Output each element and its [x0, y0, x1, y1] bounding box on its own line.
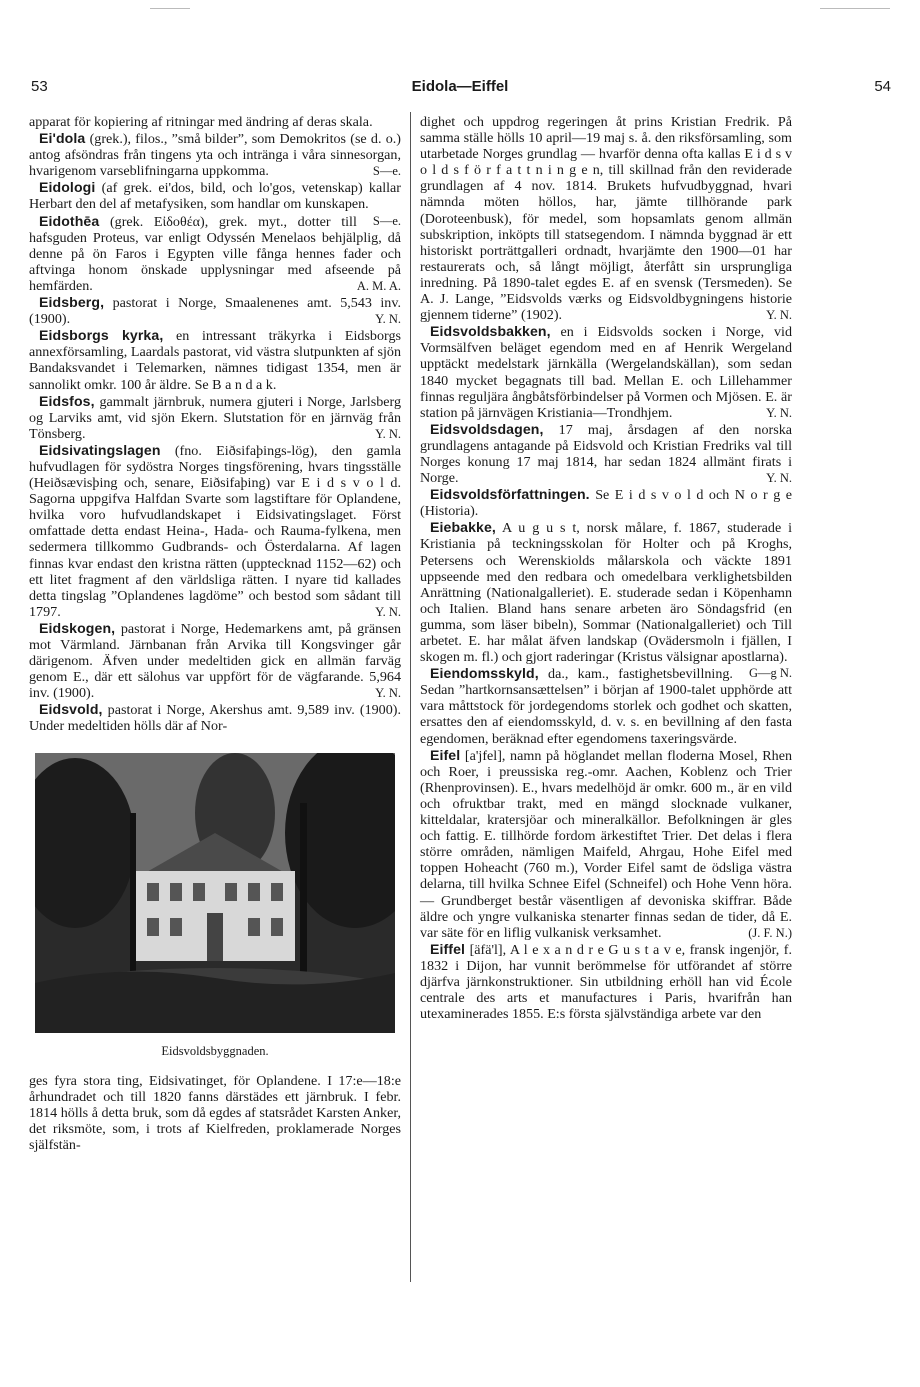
entry-text: (af grek. ei'dos, bild, och lo'gos, vetenskap) kallar Herbart den del af metafysiken, som handlar om kunskapen. — [29, 180, 401, 213]
eidsvold-continued: ges fyra stora ting, Eidsivatinget, för Oplandene. I 17:e—18:e århundradet och till 1820 fanns därstädes ett järnbruk. I febr. 1814 hölls å detta bruk, som då egdes af statsrådet Karsten Anker, det riksmöte, som, i trots af Kielfreden, proklamerade Norges själfstän- — [29, 1072, 401, 1154]
author-signature: S—e. — [372, 164, 401, 179]
headword: Eiebakke, — [430, 519, 496, 536]
entry-text: da., kam., fastighetsbevillning. Sedan ”hartkornsansættelsen” i början af 1900-talet upphörde att vara måttstock för jordegendoms storlek och godhet och skatten, ersattes den af eiendomsskyld, d. v. s. en bevillning af den fasta egendomen, beräknad efter egendomens taxeringsvärde. — [420, 666, 792, 747]
author-signature: Y. N. — [375, 686, 401, 701]
entry-text: 17 maj, årsdagen af den norska grundlagens antagande på Eidsvold och Kristian Fredriks val till Norges konung 17 maj 1814, har sedan 1824 allmänt firats i Norge. — [420, 421, 792, 487]
entry-eidsfos — [29, 393, 401, 442]
entry-text: en i Eidsvolds socken i Norge, vid Vormsälfven beläget egendom med en af Henrik Wergeland upptäckt medelstark järnkälla (Wergelandskällan), som sedan 1840 mycket begagnats till bad. Mellan E. och Lillehammer finnas reguljära ångbåtsförbindelser på Vormen och Mjösen. E. är station på järnvägen Kristiania—Trondhjem. — [420, 324, 792, 421]
entry-text: gammalt järnbruk, numera gjuteri i Norge, Jarlsberg og Larviks amt, vid sjön Ekern. Slutstation för en järnväg från Tönsberg. — [29, 393, 401, 442]
entry-text: Se E i d s v o l d och N o r g e (Historia). — [420, 487, 793, 520]
headword: Eidskogen, — [39, 619, 116, 636]
continuation-text: apparat för kopiering af ritningar med ändring af deras skala. — [29, 114, 373, 130]
page-number-right: 54 — [874, 78, 891, 95]
entry-text: A u g u s t, norsk målare, f. 1867, studerade i Kristiania på teckningsskolan för Holter och på Kroghs, Petersens och Werenskiolds målarskola och väckte 1891 uppseende med den redbara och omedelbara verklighetsbilden Anrättning (Nationalgalleriet). E. studerade sedan i Köpenhamn och Italien. Bland hans senare arbeten äro Söndagsfrid (en gumma, som läser bibeln), Sommar (Nationalgalleriet) och Till arbetet. E. har målat äfven landskap (Ovädersmoln i fjällen, I skogen m. fl.) och gjort raderingar (Kristus välsignar apostlarna). — [420, 520, 793, 666]
scan-mark — [820, 8, 890, 9]
entry-eidsvoldsbakken — [420, 323, 792, 421]
entry-text: pastorat i Norge, Smaalenenes amt. 5,543 inv. (1900). — [29, 295, 402, 328]
entry-eidothea — [29, 213, 401, 294]
headword: Eidsvoldsdagen, — [430, 420, 544, 437]
author-signature: (J. F. N.) — [748, 925, 792, 940]
entry-text: pastorat i Norge, Akershus amt. 9,589 inv. (1900). Under medeltiden hölls där af Nor- — [29, 702, 401, 735]
entry-eidskogen — [29, 620, 401, 701]
headword: Eidsfos, — [39, 392, 95, 409]
entry-eidsberg — [29, 294, 401, 327]
figure-caption: Eidsvoldsbyggnaden. — [161, 1043, 269, 1058]
page-header — [0, 78, 920, 102]
entry-eidsborgs-kyrka — [29, 327, 401, 392]
entry-text: [äfä'l], A l e x a n d r e G u s t a v e, fransk ingenjör, f. 1832 i Dijon, har vunnit berömmelse för utförandet af större djärfva järnkonstruktioner. Sin utbildning erhöll han vid École centrale des arts et manufactures i Paris, hvarifrån han utexaminerades 1855. E:s första självständiga arbete var den — [420, 941, 792, 1023]
author-signature: Y. N. — [375, 426, 401, 441]
entry-text: (grek.), filos., ”små bilder”, som Demokritos (se d. o.) antog afsöndras från tingens yta och intränga i våra sinnesorgan, hvarigenom varseblifningarna uppkomma. — [29, 131, 402, 180]
entry-eidsivatingslagen — [29, 442, 401, 620]
headword: Eidothēa — [39, 212, 100, 229]
author-signature: Y. N. — [766, 471, 792, 486]
entry-text: (grek. Εἰδοθέα), grek. myt., dotter till hafsguden Proteus, var enligt Odyssén Menelaos behjälplig, då denne på ön Faros i Egypten ville fånga hennes fader och aftvinga honom önskade upplysningar med afseende på hemfärden. — [29, 213, 401, 294]
entry-text: pastorat i Norge, Hedemarkens amt, på gränsen mot Värmland. Järnbanan från Arvika till Kongsvinger går därigenom. Äfven under medeltiden gick en allmän farväg genom E., där ett sälohus var uppfört för de vägfarande. 5,964 inv. (1900). — [29, 620, 401, 702]
headword: Eidsvoldsbakken, — [430, 323, 551, 340]
headword: Eidsvold, — [39, 701, 103, 718]
headword: Eidsberg, — [39, 294, 105, 311]
entry-eiendomsskyld — [420, 665, 792, 746]
running-title: Eidola—Eiffel — [411, 78, 509, 95]
continuation-body: dighet och uppdrog regeringen åt prins Kristian Fredrik. På samma ställe hölls 10 april—19 maj s. å. den riksförsamling, som utarbetade Norges grundlag — hvarför denna ofta kallas E i d s v o l d s f ö r f a t t n i n g e n, till skillnad från den reviderade grundlagen af 4 nov. 1814. Brukets hufvudbyggnad, hvari nämnda möten höllos, har, jämte tillhörande park (Doroteenbusk), för medel, som hopsamlats genom allmän subskription, inköpts till statsegendom. I nämnda byggnad är ett historiskt porträttgalleri ordnadt, hvarjämte den 1900—01 har restaurerats och, så långt möjligt, återfått sin ursprungliga inredning. På 1890-talet egdes E. af en svensk (Tersmeden). Se A. J. Lange, ”Eidsvolds værks og Eidsvoldbygningens historie gjennem tiderne” (1902). — [420, 114, 792, 324]
continuation-text — [420, 114, 792, 323]
headword: Eidsivatingslagen — [39, 441, 161, 458]
author-signature: Y. N. — [766, 405, 792, 420]
headword: Eiendomsskyld, — [430, 665, 539, 682]
eidsvold-building-photo — [35, 753, 395, 1033]
scan-mark — [150, 8, 190, 9]
headword: Eifel — [430, 746, 461, 763]
author-signature: A. M. A. — [356, 278, 401, 293]
headword: Eiffel — [430, 940, 466, 957]
entry-eidola — [29, 130, 401, 179]
author-signature: S—e. — [372, 213, 401, 228]
author-signature: G—g N. — [748, 666, 792, 681]
entry-text: (fno. Eiðsifaþings-lög), den gamla hufvudlagen för sydöstra Norges tingsförening, hvars tingsställe (Heiðsævisþing och, senare, Eiðsifaþing) var E i d s v o l d. Sagorna uppgifva Halfdan Svarte som lagstiftare för Oplandene, hvilka voro hufvudlandskapet i Eidsivatingslaget. Först omfattade detta endast Heina-, Hada- och Rauma-fylkena, men sedermera tillkommo Gudbrands- och Österdalarna. Af lagen finnas kvar endast den kristna rätten (upptecknad 1152—62) och ett litet fragment af den världsliga rätten. I nyare tid kallades detta tingslag ”Oplandenes lagdöme” och bestod som sådant till 1797. — [29, 442, 401, 620]
author-signature: Y. N. — [375, 312, 401, 327]
column-divider — [410, 112, 411, 1282]
page-number-left: 53 — [31, 78, 48, 95]
entry-eidsvold — [29, 701, 401, 734]
headword: Eidologi — [39, 179, 96, 196]
right-column — [420, 114, 792, 1022]
entry-eidsvoldsdagen — [420, 421, 792, 486]
author-signature: Y. N. — [766, 308, 792, 323]
entry-eidsvoldsforfattningen — [420, 486, 792, 519]
entry-eifel — [420, 747, 792, 941]
left-column — [29, 114, 401, 1153]
headword: Ei'dola — [39, 130, 86, 147]
author-signature: Y. N. — [375, 604, 401, 619]
headword: Eidsborgs kyrka, — [39, 327, 164, 344]
entry-eiffel — [420, 941, 792, 1022]
headword: Eidsvoldsförfattningen. — [430, 486, 590, 503]
entry-text: en intressant träkyrka i Eidsborgs annexförsamling, Laardals pastorat, vid västra slutpunkten af sjön Bandaksvandet i Telemarken, nämnes tidigast 1354, men är sannolikt omkr. 100 år äldre. Se B a n d a k. — [29, 328, 401, 393]
entry-text: [a'jfel], namn på höglandet mellan floderna Mosel, Rhen och Roer, i preussiska reg.-omr. Aachen, Koblenz och Trier (Rhenprovinsen). E., hvars medelhöjd är omkr. 600 m., är en vild och ofruktbar trakt, med en mängd slocknade vulkaner, kitteldalar, kratersjöar och mineralkällor. Befolkningen är gles och fattig. E. tillhörde fordom ärkestiftet Trier. Det delas i flera större områden, nämligen Maifeld, Ahrgau, Hohe Eifel med toppen Hoheacht (760 m.), Vorder Eifel samt de ödsliga västra delarna, till hvilka Schnee Eifel (Schneifel) och Hohe Venn höra. — Grundberget består väsentligen af devoniska skiffrar. Både äldre och yngre vulkaniska stenarter finnas sedan de tider, då E. var säte för en liflig vulkanisk verksamhet. — [420, 747, 792, 941]
